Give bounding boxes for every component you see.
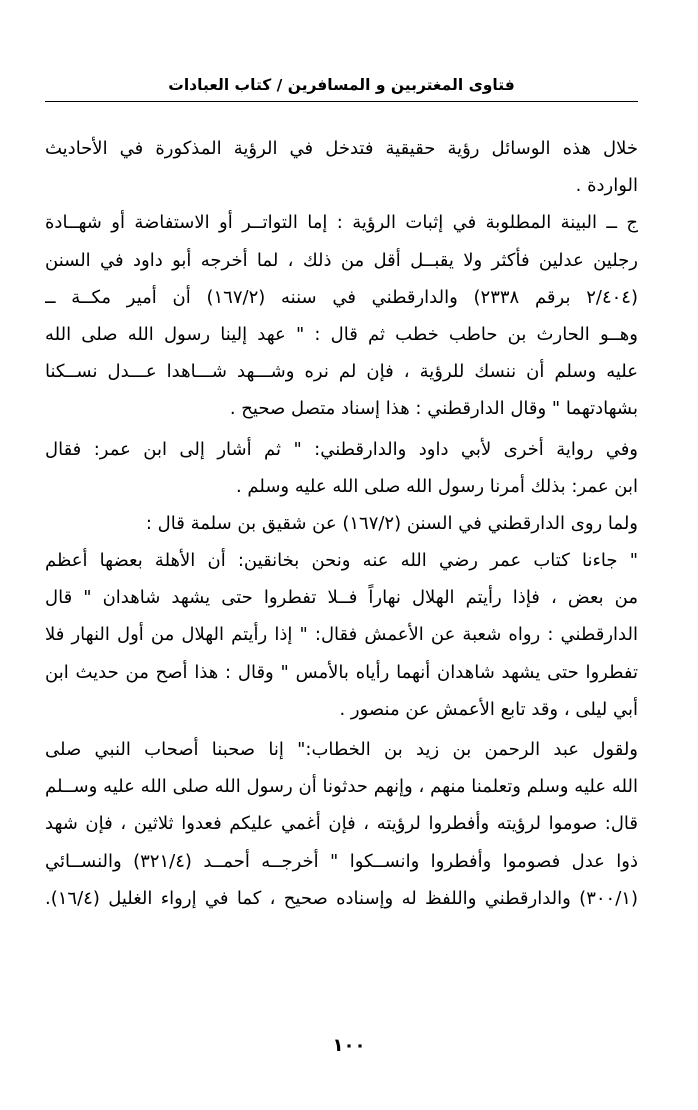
running-header: فتاوى المغتربين و المسافرين / كتاب العبادات [168, 76, 515, 94]
text-line: خلال هذه الوسائل رؤية حقيقية فتدخل في الرؤية المذكورة في الأحاديث [45, 138, 638, 159]
body-text [45, 130, 638, 917]
text-line: ولما روى الدارقطني في السنن (١٦٧/٢) عن شقيق بن سلمة قال : [145, 512, 638, 534]
text-line: رجلين عدلين فأكثر ولا يقبــل أقل من ذلك ، لما أخرجه أبو داود في السنن [45, 249, 638, 271]
text-line: وهــو الحارث بن حاطب خطب ثم قال : " عهد إلينا رسول الله صلى الله [45, 323, 638, 345]
page-number: ١٠٠ [332, 1035, 366, 1056]
text-line: الله عليه وسلم وتعلمنا منهم ، وإنهم حدثونا أن رسول الله صلى الله عليه وســلم [45, 776, 638, 798]
text-line: تفطروا حتى يشهد شاهدان أنهما رأياه بالأمس " وقال : هذا أصح من حديث ابن [45, 661, 638, 683]
text-line: عليه وسلم أن ننسك للرؤية ، فإن لم نره وشـــهد شـــاهدا عـــدل نســكنا [45, 361, 638, 383]
text-line: الواردة . [575, 175, 638, 197]
header-divider [45, 101, 638, 102]
text-line: الدارقطني : رواه شعبة عن الأعمش فقال: " إذا رأيتم الهلال من أول النهار فلا [45, 624, 638, 646]
text-line: ابن عمر: بذلك أمرنا رسول الله صلى الله عليه وسلم . [235, 475, 638, 497]
text-line: وفي رواية أخرى لأبي داود والدارقطني: " ثم أشار إلى ابن عمر: فقال [45, 438, 638, 460]
text-line: قال: صوموا لرؤيته وأفطروا لرؤيته ، فإن أغمي عليكم فعدوا ثلاثين ، فإن شهد [45, 813, 638, 835]
text-line: أبي ليلى ، وقد تابع الأعمش عن منصور . [339, 698, 638, 720]
text-line: ولقول عبد الرحمن بن زيد بن الخطاب:" إنا صحبنا أصحاب النبي صلى [45, 739, 638, 760]
text-line: ذوا عدل فصوموا وأفطروا وانســكوا " أخرجــه أحمــد (٣٢١/٤) والنســائي [45, 850, 638, 872]
text-line: ج ــ البينة المطلوبة في إثبات الرؤية : إما التواتــر أو الاستفاضة أو شهــادة [45, 212, 638, 234]
text-line: (٢/٤٠٤ برقم ٢٣٣٨) والدارقطني في سننه (١٦٧/٢) أن أمير مكــة ــ [45, 286, 638, 308]
text-line: بشهادتهما " وقال الدارقطني : هذا إسناد متصل صحيح . [229, 398, 638, 420]
text-line: من بعض ، فإذا رأيتم الهلال نهاراً فــلا تفطروا حتى يشهد شاهدان " قال [45, 587, 638, 609]
text-line: " جاءنا كتاب عمر رضي الله عنه ونحن بخانقين: أن الأهلة بعضها أعظم [45, 550, 638, 572]
text-line: (٣٠٠/١) والدارقطني واللفظ له وإسناده صحيح ، كما في إرواء الغليل (١٦/٤). [45, 887, 638, 909]
